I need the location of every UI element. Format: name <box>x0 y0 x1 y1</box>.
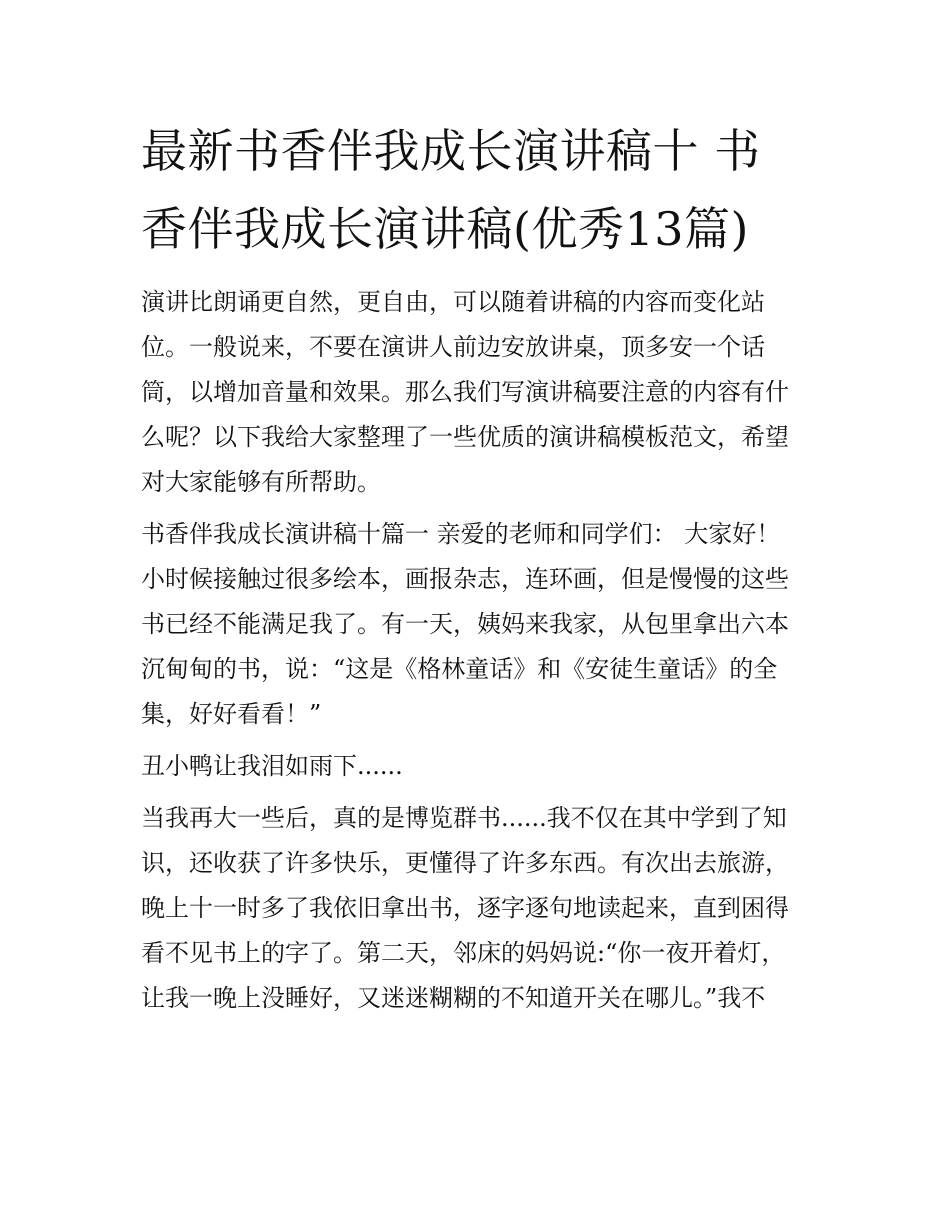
paragraph-line: 对大家能够有所帮助。 <box>141 468 381 496</box>
document-body <box>141 280 821 1021</box>
paragraph-line: 书已经不能满足我了。有一天，姨妈来我家，从包里拿出六本 <box>141 610 789 638</box>
section-3-paragraph <box>141 796 821 1021</box>
paragraph-line: 书香伴我成长演讲稿十篇一 亲爱的老师和同学们： 大家好！ <box>141 520 781 548</box>
paragraph-line: 位。一般说来，不要在演讲人前边安放讲桌，顶多安一个话 <box>141 333 765 361</box>
paragraph-line: 看不见书上的字了。第二天，邻床的妈妈说:“你一夜开着灯， <box>141 939 786 967</box>
paragraph-line: 沉甸甸的书，说：“这是《格林童话》和《安徒生童话》的全 <box>141 655 778 683</box>
paragraph-line: 识，还收获了许多快乐，更懂得了许多东西。有次出去旅游， <box>141 849 789 877</box>
section-1-paragraph <box>141 512 821 737</box>
document-title <box>141 112 821 268</box>
title-line-1: 最新书香伴我成长演讲稿十 书 <box>141 124 761 178</box>
title-line-2: 香伴我成长演讲稿(优秀13篇) <box>141 202 749 256</box>
paragraph-line: 小时候接触过很多绘本，画报杂志，连环画，但是慢慢的这些 <box>141 565 789 593</box>
paragraph-line: 晚上十一时多了我依旧拿出书，逐字逐句地读起来，直到困得 <box>141 894 789 922</box>
paragraph-line: 筒，以增加音量和效果。那么我们写演讲稿要注意的内容有什 <box>141 378 789 406</box>
section-2-paragraph <box>141 744 821 789</box>
paragraph-line: 让我一晚上没睡好，又迷迷糊糊的不知道开关在哪儿。”我不 <box>141 984 766 1012</box>
paragraph-line: 演讲比朗诵更自然，更自由，可以随着讲稿的内容而变化站 <box>141 288 765 316</box>
paragraph-line: 丑小鸭让我泪如雨下...... <box>141 752 403 780</box>
paragraph-line: 当我再大一些后，真的是博览群书......我不仅在其中学到了知 <box>141 804 787 832</box>
paragraph-line: 集，好好看看！” <box>141 700 322 728</box>
paragraph-line: 么呢？以下我给大家整理了一些优质的演讲稿模板范文，希望 <box>141 423 789 451</box>
intro-paragraph <box>141 280 821 505</box>
